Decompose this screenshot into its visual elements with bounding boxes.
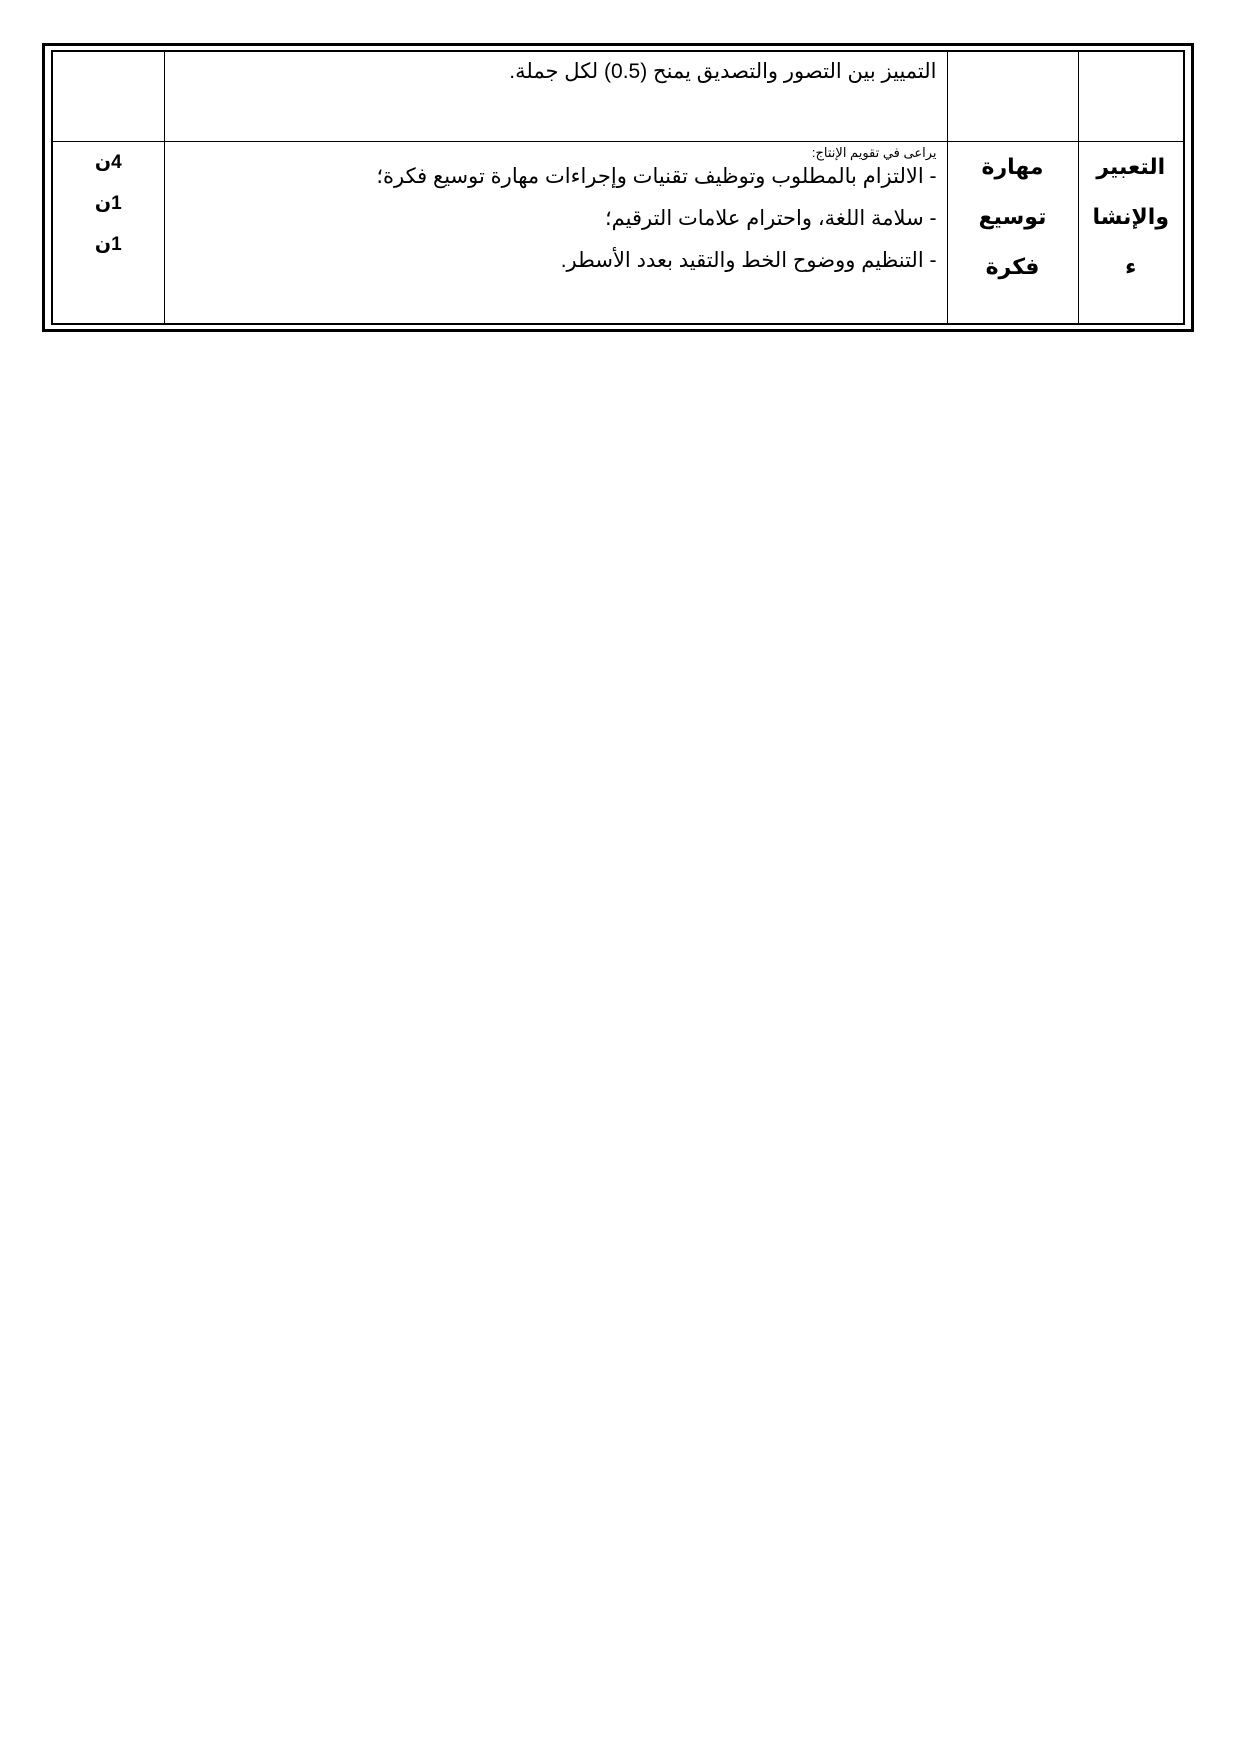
- domain-label-line: والإنشا: [1092, 203, 1169, 229]
- skill-label-line: فكرة: [985, 253, 1040, 279]
- points-value: 4ن: [94, 151, 122, 173]
- skill-cell: [947, 141, 1078, 323]
- criteria-intro: يراعى في تقويم الإنتاج:: [811, 144, 937, 160]
- grading-table-frame: [42, 43, 1194, 332]
- points-cell: [53, 141, 164, 323]
- domain-label-line: ء: [1125, 253, 1137, 279]
- skill-label-line: توسيع: [978, 203, 1047, 229]
- grading-table-inner-frame: [51, 50, 1185, 325]
- list-item: - التنظيم ووضوح الخط والتقيد بعدد الأسطر.: [560, 248, 937, 272]
- table-row: [53, 141, 1183, 323]
- grading-note: التمييز بين التصور والتصديق يمنح (0.5) لكل جملة.: [509, 60, 937, 83]
- list-item: - سلامة اللغة، واحترام علامات الترقيم؛: [604, 206, 937, 230]
- domain-cell: [1078, 141, 1183, 323]
- points-value: 1ن: [94, 233, 122, 255]
- criteria-cell: [164, 141, 947, 323]
- table-row: [53, 52, 1183, 141]
- grading-table: [53, 52, 1183, 323]
- skill-cell-empty: [947, 52, 1078, 141]
- note-cell: [164, 52, 947, 141]
- list-item: - الالتزام بالمطلوب وتوظيف تقنيات وإجراءات مهارة توسيع فكرة؛: [376, 164, 937, 188]
- points-cell-empty: [53, 52, 164, 141]
- skill-label-line: مهارة: [981, 153, 1044, 179]
- criteria-list: [165, 163, 937, 275]
- domain-cell-empty: [1078, 52, 1183, 141]
- domain-label-line: التعبير: [1096, 153, 1166, 179]
- points-value: 1ن: [94, 192, 122, 214]
